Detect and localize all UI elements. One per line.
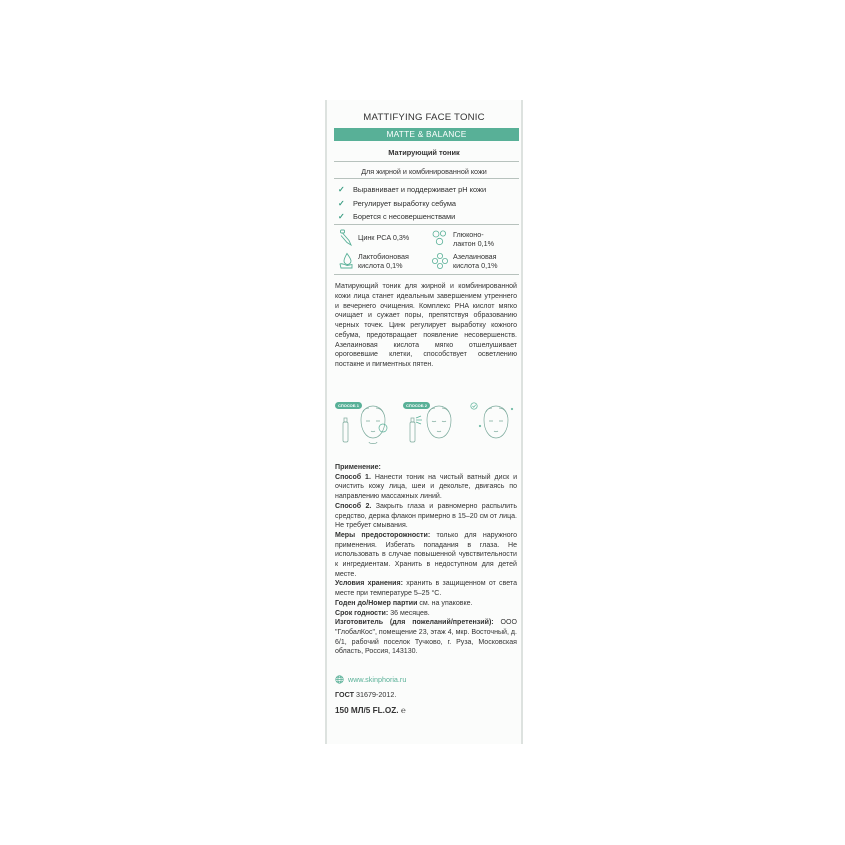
divider-skin: [334, 178, 519, 179]
application-illustration: [333, 400, 519, 448]
divider-top: [334, 161, 519, 162]
usage-instructions: Применение: Способ 1. Нанести тоник на чистый ватный диск и очистить кожу лица, шеи и декольте, двигаясь по направлению массажных линий. Способ 2. Закрыть глаза и равномерно распылить средство, держа флакон примерно в 15–20 см от лица. Не требует смывания. Меры предосторожности: только для наружного применения. Избегать попадания в глаза. Не использовать в случае повышенной чувствительности к ингредиентам. Хранить в недоступном для детей месте. Условия хранения: хранить в защищенном от света месте при температуре 5–25 °С. Годен до/Номер партии см. на упаковке. Срок годности: 36 месяцев. Изготовитель (для пожеланий/претензий): ООО "ГлобалКос", помещение 23, этаж 4, мкр. Восточный, д. 6/1, рабочий поселок Тучково, г. Руза, Московская область, Россия, 143130.: [335, 464, 518, 656]
benefit-item: ✓ Борется с несовершенствами: [338, 210, 486, 224]
face-illustration-icon: [333, 400, 519, 448]
method1-badge: СПОСОБ 1: [335, 402, 362, 409]
hand-drop-icon: [338, 252, 354, 270]
usage-heading: Применение:: [335, 464, 381, 471]
gost-standard: ГОСТ 31679-2012.: [335, 690, 397, 699]
molecule-icon: [431, 252, 449, 270]
molecule-icon: [431, 229, 449, 247]
ingredient-lactobionic: Лактобионовая кислота 0,1%: [358, 252, 409, 270]
globe-icon: [335, 675, 344, 684]
divider-benefits: [334, 224, 519, 225]
skin-type: Для жирной и комбинированной кожи: [361, 167, 487, 176]
check-icon: ✓: [338, 212, 345, 221]
ingredient-zinc: Цинк PCA 0,3%: [358, 233, 410, 242]
check-icon: ✓: [338, 185, 345, 194]
divider-ingredients: [334, 274, 519, 275]
product-title: MATTIFYING FACE TONIC: [363, 112, 485, 123]
volume: 150 МЛ/5 FL.OZ. ℮: [335, 706, 406, 715]
benefits-list: [338, 183, 486, 224]
check-icon: ✓: [338, 198, 345, 208]
product-subtitle: Матирующий тоник: [388, 148, 460, 157]
website-link[interactable]: www.skinphoria.ru: [335, 675, 406, 684]
dropper-icon: [338, 229, 354, 247]
product-description: Матирующий тоник для жирной и комбинированной кожи лица станет идеальным завершением утреннего и вечернего очищения. Комплекс PHA кислот мягко очищает и сужает поры, препятствуя образованию черных точек. Цинк регулирует выработку кожного себума, предотвращает появление несовершенств. Азелаиновая кислота мягко отшелушивает ороговевшие клетки, способствует осветлению постакне и пигментных пятен.: [335, 283, 517, 368]
ingredient-gluconolactone: Глюконо- лактон 0,1%: [453, 230, 494, 248]
method2-badge: СПОСОБ 2: [403, 402, 430, 409]
ingredient-azelaic: Азелаиновая кислота 0,1%: [453, 252, 498, 270]
product-label-panel: [325, 100, 523, 744]
benefit-item: ✓ Регулирует выработку себума: [338, 197, 486, 211]
benefit-item: ✓ Выравнивает и поддерживает pH кожи: [338, 183, 486, 197]
product-line-band: MATTE & BALANCE: [334, 128, 519, 141]
estimated-sign-icon: ℮: [400, 706, 406, 715]
